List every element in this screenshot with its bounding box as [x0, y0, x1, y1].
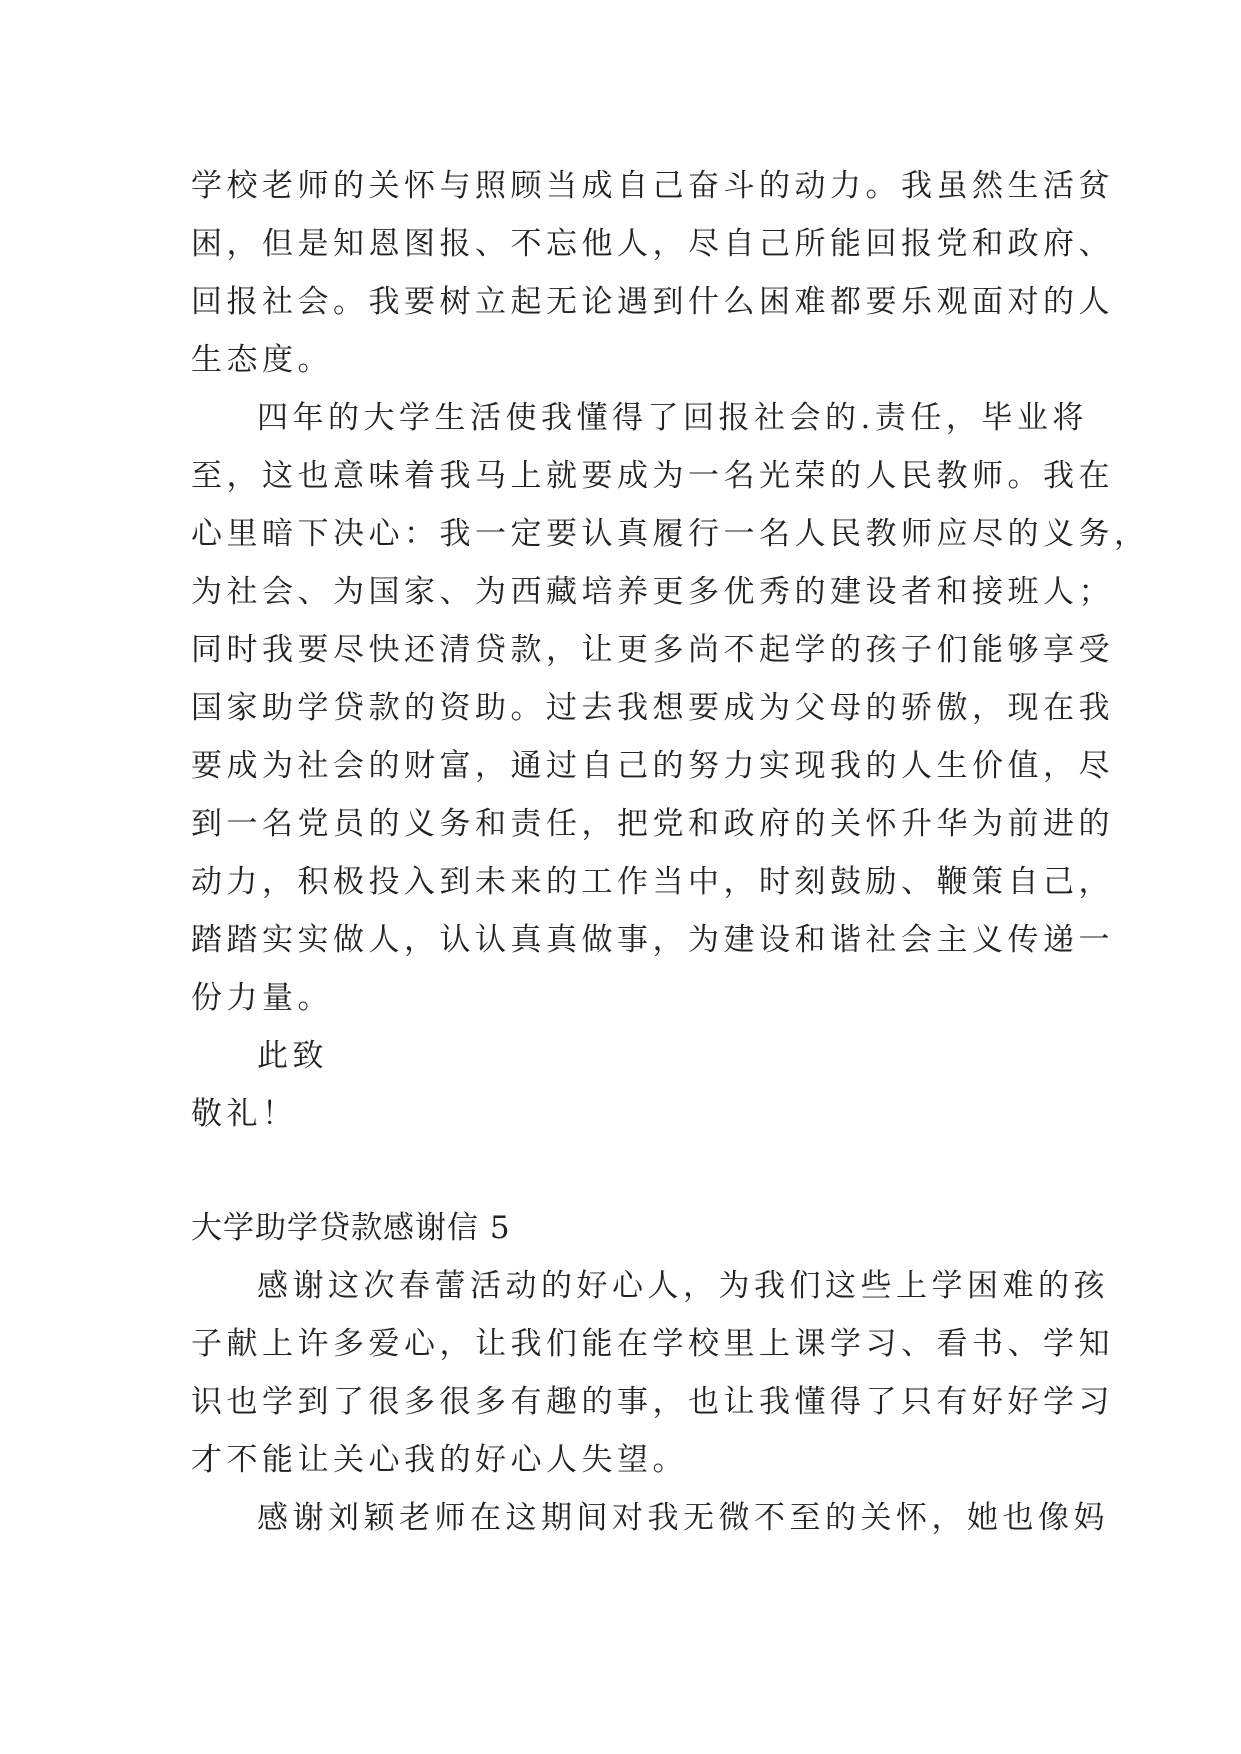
paragraph-2-line-6: 国家助学贷款的资助。过去我想要成为父母的骄傲，现在我 [191, 690, 1114, 726]
closing-salute: 敬礼！ [191, 1096, 298, 1132]
paragraph-2-line-8: 到一名党员的义务和责任，把党和政府的关怀升华为前进的 [191, 806, 1114, 842]
paragraph-2-line-9: 动力，积极投入到未来的工作当中，时刻鼓励、鞭策自己， [191, 864, 1114, 900]
paragraph-1-line-2: 困，但是知恩图报、不忘他人，尽自己所能回报党和政府、 [191, 226, 1114, 262]
paragraph-2-line-10: 踏踏实实做人，认认真真做事，为建设和谐社会主义传递一 [191, 922, 1114, 958]
section-title: 大学助学贷款感谢信 5 [191, 1210, 511, 1246]
paragraph-2-line-5: 同时我要尽快还清贷款，让更多尚不起学的孩子们能够享受 [191, 632, 1114, 668]
paragraph-3-line-2: 子献上许多爱心，让我们能在学校里上课学习、看书、学知 [191, 1326, 1114, 1362]
paragraph-3-line-4: 才不能让关心我的好心人失望。 [191, 1442, 688, 1478]
paragraph-2-line-11: 份力量。 [191, 980, 333, 1016]
paragraph-1-line-3: 回报社会。我要树立起无论遇到什么困难都要乐观面对的人 [191, 284, 1114, 320]
paragraph-2-line-7: 要成为社会的财富，通过自己的努力实现我的人生价值，尽 [191, 748, 1114, 784]
paragraph-2-line-3: 心里暗下决心：我一定要认真履行一名人民教师应尽的义务， [191, 516, 1150, 552]
paragraph-1-line-4: 生态度。 [191, 342, 333, 378]
closing-greeting: 此致 [257, 1038, 328, 1074]
paragraph-1-line-1: 学校老师的关怀与照顾当成自己奋斗的动力。我虽然生活贫 [191, 168, 1114, 204]
paragraph-2-line-2: 至，这也意味着我马上就要成为一名光荣的人民教师。我在 [191, 458, 1114, 494]
paragraph-3-line-3: 识也学到了很多很多有趣的事，也让我懂得了只有好好学习 [191, 1384, 1114, 1420]
paragraph-2-line-4: 为社会、为国家、为西藏培养更多优秀的建设者和接班人； [191, 574, 1114, 610]
paragraph-3-line-1: 感谢这次春蕾活动的好心人，为我们这些上学困难的孩 [257, 1268, 1109, 1304]
paragraph-2-line-1: 四年的大学生活使我懂得了回报社会的.责任，毕业将 [257, 400, 1088, 436]
paragraph-4-line-1: 感谢刘颖老师在这期间对我无微不至的关怀，她也像妈 [257, 1500, 1109, 1536]
